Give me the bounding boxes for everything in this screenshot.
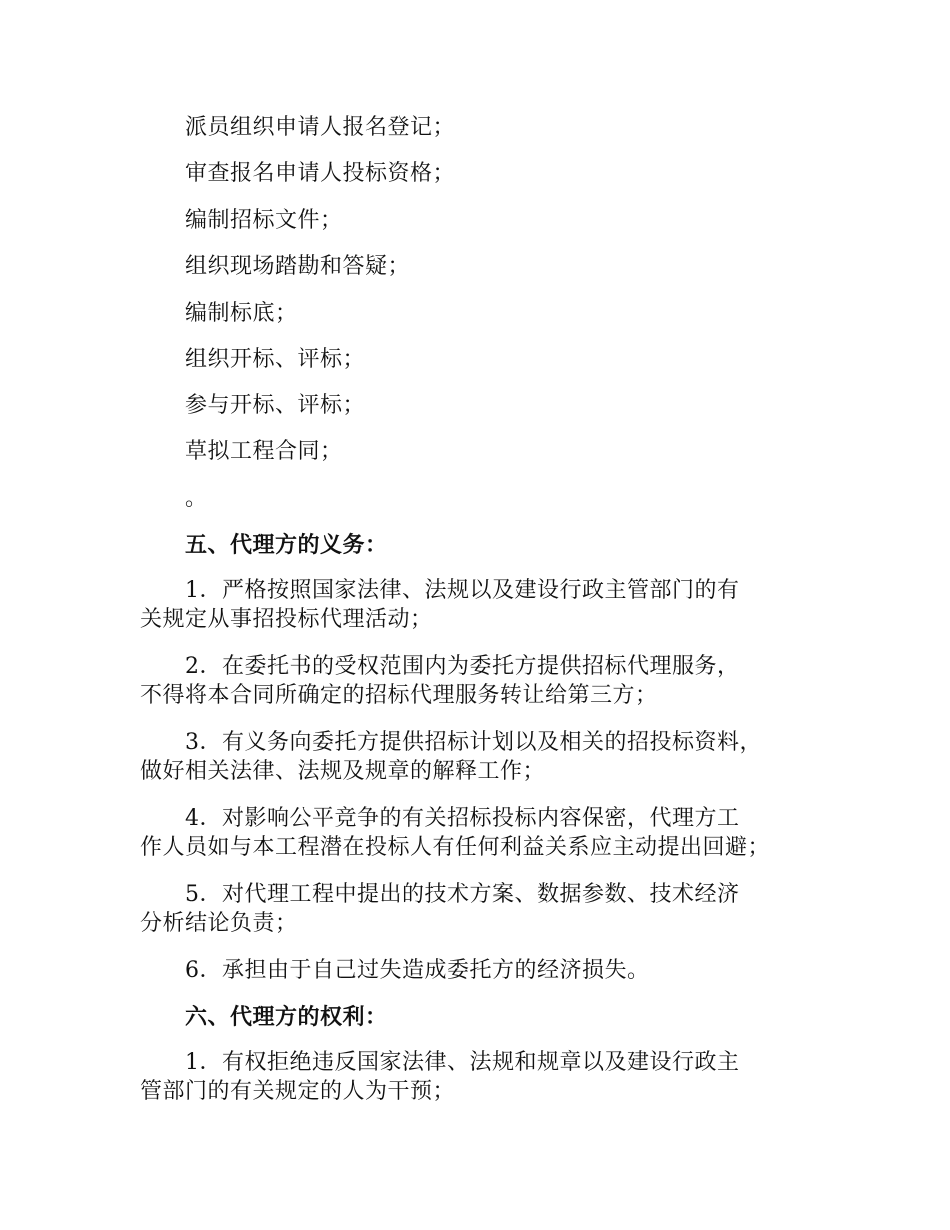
list-item: 参与开标、评标； [185,393,366,418]
list-item: 派员组织申请人报名登记； [185,115,456,140]
paragraph-line: 关规定从事招投标代理活动； [140,607,433,632]
list-item: 编制标底； [185,301,298,326]
paragraph-line: 1．有权拒绝违反国家法律、法规和规章以及建设行政主 [185,1050,740,1075]
list-item: 编制招标文件； [185,208,343,233]
list-item: 草拟工程合同； [185,439,343,464]
list-item: 审查报名申请人投标资格； [185,161,456,186]
list-item: 组织开标、评标； [185,347,366,372]
paragraph-line: 4．对影响公平竞争的有关招标投标内容保密，代理方工 [185,806,740,831]
paragraph-line: 6．承担由于自己过失造成委托方的经济损失。 [185,958,650,983]
paragraph-line: 作人员如与本工程潜在投标人有任何利益关系应主动提出回避； [140,835,771,860]
paragraph-line: 做好相关法律、法规及规章的解释工作； [140,759,546,784]
paragraph-line: 不得将本合同所确定的招标代理服务转让给第三方； [140,683,658,708]
paragraph-line: 1．严格按照国家法律、法规以及建设行政主管部门的有 [185,578,740,603]
paragraph-line: 2．在委托书的受权范围内为委托方提供招标代理服务， [185,654,740,679]
section-heading: 五、代理方的义务： [185,532,388,558]
paragraph-line: 管部门的有关规定的人为干预； [140,1079,456,1104]
list-item: 。 [185,486,208,511]
list-item: 组织现场踏勘和答疑； [185,254,411,279]
paragraph-line: 5．对代理工程中提出的技术方案、数据参数、技术经济 [185,882,740,907]
paragraph-line: 分析结论负责； [140,911,298,936]
section-heading: 六、代理方的权利： [185,1004,388,1030]
paragraph-line: 3．有义务向委托方提供招标计划以及相关的招投标资料， [185,730,762,755]
